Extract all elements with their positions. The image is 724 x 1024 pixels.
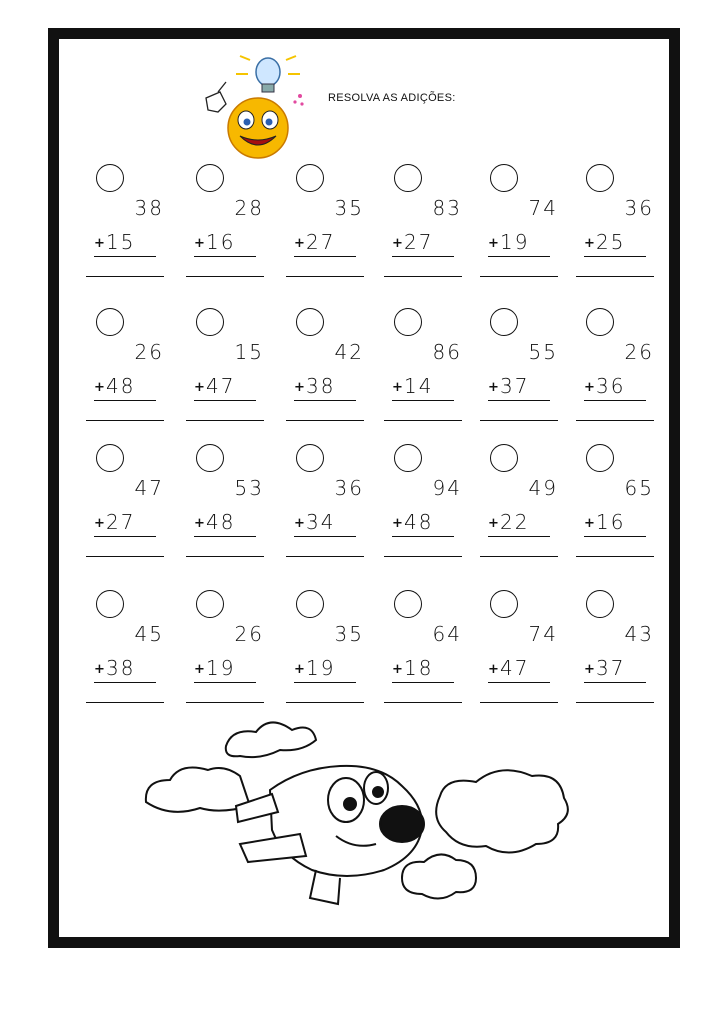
addend-top: 36	[624, 196, 654, 220]
answer-line[interactable]	[286, 276, 364, 277]
addition-problem	[190, 308, 278, 438]
addition-problem	[388, 590, 476, 720]
plus-sign: +	[194, 516, 205, 531]
answer-circle[interactable]	[394, 444, 422, 472]
plus-sign: +	[294, 662, 305, 677]
addend-bottom: 19	[306, 656, 336, 680]
addend-top: 35	[334, 196, 364, 220]
answer-circle[interactable]	[296, 590, 324, 618]
plus-sign: +	[488, 380, 499, 395]
addition-problem	[290, 444, 378, 574]
plus-sign: +	[94, 662, 105, 677]
plus-sign: +	[488, 236, 499, 251]
answer-circle[interactable]	[96, 164, 124, 192]
plus-sign: +	[294, 236, 305, 251]
addend-bottom: 37	[500, 374, 530, 398]
addition-problem	[484, 308, 572, 438]
answer-line[interactable]	[86, 420, 164, 421]
addend-bottom: 48	[206, 510, 236, 534]
answer-circle[interactable]	[490, 444, 518, 472]
answer-circle[interactable]	[586, 444, 614, 472]
addend-top: 55	[528, 340, 558, 364]
plus-sign: +	[392, 516, 403, 531]
answer-line[interactable]	[576, 276, 654, 277]
answer-line[interactable]	[286, 556, 364, 557]
addend-top: 49	[528, 476, 558, 500]
addend-bottom: 27	[404, 230, 434, 254]
answer-line[interactable]	[186, 420, 264, 421]
addend-top: 64	[432, 622, 462, 646]
addition-problem	[580, 590, 668, 720]
addend-bottom: 38	[306, 374, 336, 398]
answer-circle[interactable]	[96, 444, 124, 472]
plus-sign: +	[584, 662, 595, 677]
addition-problem	[190, 164, 278, 294]
answer-line[interactable]	[576, 420, 654, 421]
answer-circle[interactable]	[296, 164, 324, 192]
addend-bottom: 48	[106, 374, 136, 398]
addend-bottom: 37	[596, 656, 626, 680]
answer-circle[interactable]	[586, 164, 614, 192]
plus-sign: +	[94, 236, 105, 251]
answer-line[interactable]	[480, 420, 558, 421]
answer-line[interactable]	[186, 556, 264, 557]
addend-bottom: 16	[206, 230, 236, 254]
plus-sign: +	[194, 236, 205, 251]
addend-bottom: 27	[106, 510, 136, 534]
addend-top: 43	[624, 622, 654, 646]
addend-top: 28	[234, 196, 264, 220]
answer-circle[interactable]	[394, 590, 422, 618]
answer-circle[interactable]	[490, 590, 518, 618]
plus-sign: +	[392, 662, 403, 677]
answer-line[interactable]	[86, 702, 164, 703]
answer-line[interactable]	[576, 702, 654, 703]
answer-line[interactable]	[186, 276, 264, 277]
plus-sign: +	[294, 380, 305, 395]
addition-problem	[190, 590, 278, 720]
answer-line[interactable]	[480, 276, 558, 277]
addend-bottom: 22	[500, 510, 530, 534]
addend-bottom: 48	[404, 510, 434, 534]
plus-sign: +	[584, 236, 595, 251]
answer-line[interactable]	[186, 702, 264, 703]
addend-bottom: 47	[500, 656, 530, 680]
answer-circle[interactable]	[96, 590, 124, 618]
addend-bottom: 18	[404, 656, 434, 680]
addend-top: 53	[234, 476, 264, 500]
addend-top: 26	[624, 340, 654, 364]
addition-problem	[580, 444, 668, 574]
answer-line[interactable]	[86, 276, 164, 277]
plus-sign: +	[392, 380, 403, 395]
addend-top: 42	[334, 340, 364, 364]
answer-circle[interactable]	[196, 590, 224, 618]
addend-bottom: 19	[500, 230, 530, 254]
addition-problem	[484, 590, 572, 720]
answer-circle[interactable]	[394, 164, 422, 192]
addition-problem	[388, 444, 476, 574]
instruction-text: RESOLVA AS ADIÇÕES:	[328, 92, 456, 104]
plus-sign: +	[488, 516, 499, 531]
plus-sign: +	[392, 236, 403, 251]
answer-line[interactable]	[384, 556, 462, 557]
addition-problem	[90, 164, 178, 294]
addend-top: 47	[134, 476, 164, 500]
answer-line[interactable]	[286, 420, 364, 421]
answer-line[interactable]	[384, 702, 462, 703]
plus-sign: +	[584, 380, 595, 395]
addend-bottom: 38	[106, 656, 136, 680]
answer-line[interactable]	[480, 556, 558, 557]
addition-problem	[90, 590, 178, 720]
plus-sign: +	[194, 380, 205, 395]
addend-top: 94	[432, 476, 462, 500]
answer-circle[interactable]	[394, 308, 422, 336]
addition-problem	[290, 164, 378, 294]
airplane-clouds-illustration	[140, 710, 580, 920]
plus-sign: +	[584, 516, 595, 531]
answer-circle[interactable]	[296, 308, 324, 336]
answer-line[interactable]	[480, 702, 558, 703]
plus-sign: +	[94, 516, 105, 531]
addend-bottom: 14	[404, 374, 434, 398]
answer-circle[interactable]	[586, 590, 614, 618]
addend-top: 45	[134, 622, 164, 646]
addition-problem	[388, 164, 476, 294]
addition-problem	[290, 308, 378, 438]
addition-problem	[90, 444, 178, 574]
answer-line[interactable]	[86, 556, 164, 557]
addend-bottom: 36	[596, 374, 626, 398]
plus-sign: +	[488, 662, 499, 677]
addend-bottom: 15	[106, 230, 136, 254]
addend-top: 65	[624, 476, 654, 500]
plus-sign: +	[94, 380, 105, 395]
addend-bottom: 34	[306, 510, 336, 534]
addend-bottom: 25	[596, 230, 626, 254]
addend-bottom: 19	[206, 656, 236, 680]
answer-circle[interactable]	[196, 444, 224, 472]
plus-sign: +	[294, 516, 305, 531]
answer-line[interactable]	[384, 420, 462, 421]
answer-line[interactable]	[576, 556, 654, 557]
answer-circle[interactable]	[296, 444, 324, 472]
answer-line[interactable]	[384, 276, 462, 277]
addition-problem	[290, 590, 378, 720]
addend-bottom: 47	[206, 374, 236, 398]
addition-problem	[484, 444, 572, 574]
answer-circle[interactable]	[96, 308, 124, 336]
addend-bottom: 27	[306, 230, 336, 254]
addend-top: 38	[134, 196, 164, 220]
addition-problem	[90, 308, 178, 438]
addend-top: 35	[334, 622, 364, 646]
addition-problem	[580, 164, 668, 294]
addition-problem	[580, 308, 668, 438]
addition-problem	[190, 444, 278, 574]
addend-top: 83	[432, 196, 462, 220]
answer-circle[interactable]	[586, 308, 614, 336]
plus-sign: +	[194, 662, 205, 677]
addend-top: 26	[234, 622, 264, 646]
answer-circle[interactable]	[490, 308, 518, 336]
addition-problem	[388, 308, 476, 438]
answer-circle[interactable]	[196, 164, 224, 192]
answer-circle[interactable]	[490, 164, 518, 192]
addend-top: 86	[432, 340, 462, 364]
answer-line[interactable]	[286, 702, 364, 703]
addend-top: 74	[528, 196, 558, 220]
addend-top: 15	[234, 340, 264, 364]
addend-top: 36	[334, 476, 364, 500]
addend-bottom: 16	[596, 510, 626, 534]
addend-top: 26	[134, 340, 164, 364]
addition-problem	[484, 164, 572, 294]
addend-top: 74	[528, 622, 558, 646]
answer-circle[interactable]	[196, 308, 224, 336]
